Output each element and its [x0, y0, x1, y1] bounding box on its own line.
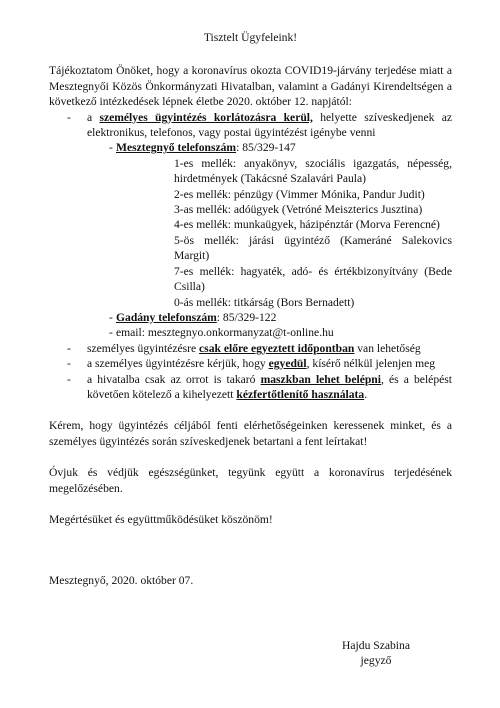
item-text: személyes ügyintézésre: [87, 341, 200, 355]
item-text: helyette szíveskedjenek az elektronikus, telefonos, vagy postai ügyintézést igénybe venni: [87, 110, 452, 140]
item-text: , kísérő nélkül jelenjen meg: [306, 357, 436, 371]
list-dash: -: [109, 141, 113, 155]
signature-block: [326, 638, 426, 669]
emphasis-text: személyes ügyintézés korlátozásra kerül,: [99, 110, 313, 124]
list-dash: -: [67, 357, 71, 371]
email-line: [49, 325, 452, 340]
list-dash: -: [109, 310, 113, 324]
list-item-mask: [49, 372, 452, 403]
greeting: Tisztelt Ügyfeleink!: [203, 31, 298, 44]
extension-item: 7-es mellék: hagyaték, adó- és értékbizonyítvány (Bede Csilla): [174, 264, 452, 294]
list-dash: -: [67, 110, 71, 124]
list-dash: -: [67, 372, 71, 386]
extension-item: 5-ös mellék: járási ügyintéző (Kameráné Salekovics Margit): [174, 233, 452, 263]
emphasis-text: egyedül: [268, 357, 307, 371]
item-text: a: [87, 110, 100, 124]
document-date: Mesztegnyő, 2020. október 07.: [49, 574, 194, 588]
item-text: , és a belépést követően kötelező a kihelyezett: [87, 372, 452, 401]
list-dash: -: [67, 341, 71, 355]
health-paragraph: Óvjuk és védjük egészségünket, tegyünk együtt a koronavírus terjedésének megelőzésében.: [49, 466, 452, 495]
extension-item: 2-es mellék: pénzügy (Vimmer Mónika, Pandur Judit): [174, 187, 425, 201]
item-text: .: [364, 387, 368, 401]
list-item-personal-restriction: [49, 110, 452, 141]
signatory-name: Hajdu Szabina: [342, 639, 410, 652]
extension-item: 0-ás mellék: titkárság (Bors Bernadett): [174, 295, 355, 309]
intro-paragraph: Tájékoztatom Önöket, hogy a koronavírus okozta COVID19-járvány terjedése miatt a Mesztegnyői Közös Önkormányzati Hivatalban, valamint a Gadányi Kirendeltségen a következő intézkedések lépnek életbe 2020. október 12. napjától:: [49, 64, 452, 109]
email-address: email: mesztegnyo.onkormanyzat@t-online.hu: [116, 326, 334, 340]
emphasis-text: csak előre egyeztett időpontban: [199, 341, 355, 355]
extension-item: 3-as mellék: adóügyek (Vetróné Meiszterics Jusztina): [174, 203, 423, 217]
gadany-phone-label: Gadány telefonszám: [116, 310, 217, 324]
gadany-phone-number: : 85/329-122: [216, 310, 277, 324]
item-text: van lehetőség: [354, 341, 421, 355]
extension-list: [49, 156, 452, 310]
gadany-phone-line: [49, 310, 452, 325]
emphasis-text: maszkban lehet belépni: [260, 372, 381, 386]
mesztegnyo-phone-label: Mesztegnyő telefonszám: [116, 141, 237, 155]
request-paragraph: Kérem, hogy ügyintézés céljából fenti elérhetőségeinken keressenek minket, és a személyes ügyintézés során szíveskedjenek betartani a fent leírtakat!: [49, 419, 452, 448]
list-dash: -: [109, 326, 113, 340]
mesztegnyo-phone-number: : 85/329-147: [236, 141, 296, 155]
measures-list: [49, 110, 452, 403]
thanks-paragraph: Megértésüket és együttműködésüket köszönöm!: [49, 512, 273, 526]
extension-item: 4-es mellék: munkaügyek, házipénztár (Morva Ferencné): [174, 218, 440, 232]
list-item-alone: [49, 356, 452, 371]
emphasis-text: kézfertőtlenítő használata: [236, 387, 365, 401]
extension-item: 1-es mellék: anyakönyv, szociális igazgatás, népesség, hirdetmények (Takácsné Szalavári Paula): [174, 156, 452, 186]
item-text: a személyes ügyintézésre kérjük, hogy: [87, 357, 269, 371]
list-item-appointment: [49, 341, 452, 356]
item-text: a hivatalba csak az orrot is takaró: [87, 372, 261, 386]
signatory-title: jegyző: [360, 654, 392, 668]
mesztegnyo-phone-line: [49, 140, 452, 155]
